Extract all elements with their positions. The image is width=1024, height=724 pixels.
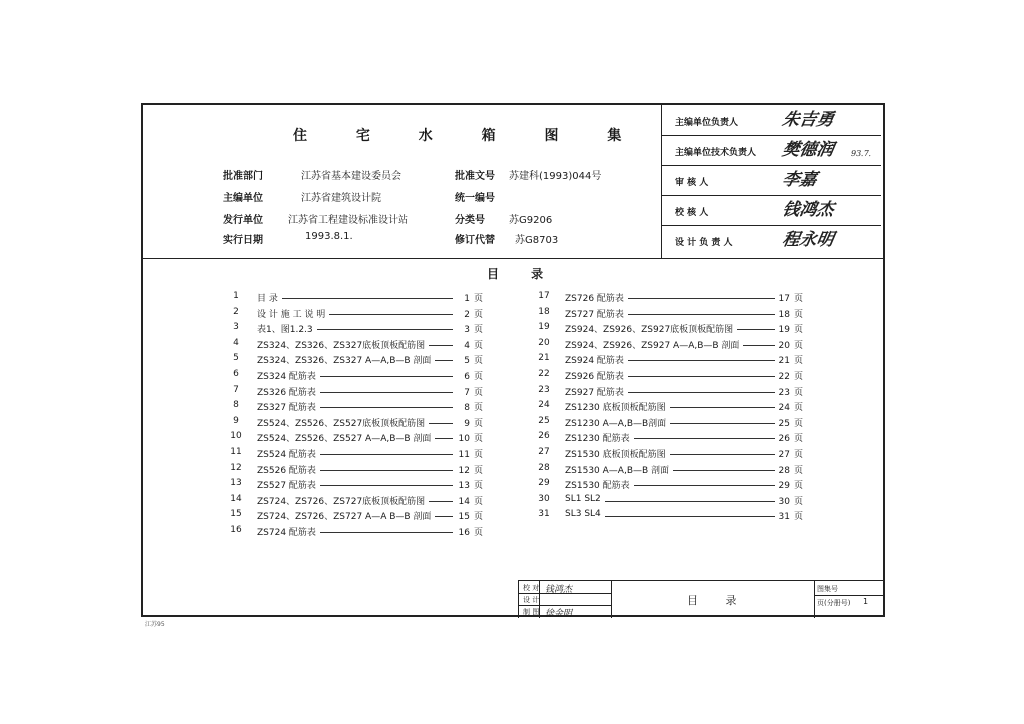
toc-text: ZS1530 A—A,B—B 剖面 xyxy=(565,465,670,476)
toc-item xyxy=(225,307,483,323)
toc-page xyxy=(449,509,483,522)
corner-note: 江苏95 xyxy=(145,621,165,628)
toc-page-suffix: 页 xyxy=(473,481,483,492)
toc-leader-line xyxy=(634,438,775,439)
toc-item xyxy=(533,416,803,432)
toc-text: ZS526 配筋表 xyxy=(257,465,316,476)
toc-item xyxy=(225,338,483,354)
toc-page xyxy=(769,385,803,398)
toc-page-suffix: 页 xyxy=(793,418,803,429)
toc-page-number: 24 xyxy=(778,403,790,414)
signature: 李嘉 xyxy=(780,170,819,190)
toc-page-suffix: 页 xyxy=(793,356,803,367)
header-info xyxy=(143,105,662,258)
toc-item xyxy=(225,400,483,416)
toc-number: 15 xyxy=(230,509,242,520)
toc-text: ZS924、ZS926、ZS927 A—A,B—B 剖面 xyxy=(565,340,740,351)
toc-page-suffix: 页 xyxy=(473,527,483,538)
toc-number: 24 xyxy=(538,400,550,411)
toc-item xyxy=(225,525,483,541)
toc-page xyxy=(449,463,483,476)
signature: 程永明 xyxy=(780,230,836,250)
toc-item xyxy=(533,291,803,307)
toc-page xyxy=(449,447,483,460)
toc-leader-line xyxy=(320,376,453,377)
tb-label: 制 图 xyxy=(523,608,540,616)
toc-page-number: 31 xyxy=(778,512,790,523)
toc-text: ZS524、ZS526、ZS527 A—A,B—B 剖面 xyxy=(257,434,432,445)
toc-page xyxy=(769,463,803,476)
toc-page xyxy=(769,494,803,507)
toc-item xyxy=(225,353,483,369)
toc-page xyxy=(449,353,483,366)
toc-page-suffix: 页 xyxy=(473,434,483,445)
page-no: 1 xyxy=(863,597,869,606)
toc-page xyxy=(769,447,803,460)
impl-date: 1993.8.1. xyxy=(305,231,353,242)
toc-page-suffix: 页 xyxy=(793,465,803,476)
set-no-label: 图集号 xyxy=(817,585,838,593)
toc-page-suffix: 页 xyxy=(793,403,803,414)
responsible-label: 审 核 人 xyxy=(675,178,709,188)
toc-page xyxy=(769,369,803,382)
toc-left-column xyxy=(225,291,483,541)
atlas-title: 住 宅 水 箱 图 集 xyxy=(293,128,644,144)
responsible-row xyxy=(661,195,881,226)
toc-leader-line xyxy=(282,298,453,299)
toc-item xyxy=(533,353,803,369)
toc-leader-line xyxy=(670,407,775,408)
toc-title: 目 录 xyxy=(487,267,558,281)
toc-page-number: 15 xyxy=(458,512,470,523)
toc-text: 设 计 施 工 说 明 xyxy=(257,309,326,320)
toc-text: ZS527 配筋表 xyxy=(257,481,316,492)
toc-item xyxy=(533,322,803,338)
toc-page-number: 3 xyxy=(464,325,470,336)
toc-page-suffix: 页 xyxy=(473,309,483,320)
toc-page-number: 9 xyxy=(464,418,470,429)
responsible-row xyxy=(661,225,881,258)
toc-text: ZS927 配筋表 xyxy=(565,387,624,398)
toc-page-suffix: 页 xyxy=(793,387,803,398)
toc-page-suffix: 页 xyxy=(793,481,803,492)
toc-number: 18 xyxy=(538,306,550,317)
toc-number: 4 xyxy=(233,337,239,348)
toc-item xyxy=(533,463,803,479)
toc-page xyxy=(769,478,803,491)
toc-number: 10 xyxy=(230,431,242,442)
toc-page-suffix: 页 xyxy=(473,294,483,304)
toc-page-suffix: 页 xyxy=(793,434,803,445)
header-block xyxy=(143,105,883,259)
drawing-sheet xyxy=(141,103,885,617)
signature: 朱吉勇 xyxy=(780,110,836,130)
toc-number: 11 xyxy=(230,446,242,457)
signature: 钱鸿杰 xyxy=(780,200,836,220)
toc-leader-line xyxy=(320,485,453,486)
replaces-label: 修订代替 xyxy=(455,235,495,246)
title-block xyxy=(518,580,884,618)
toc-text: ZS724 配筋表 xyxy=(257,527,316,538)
toc-leader-line xyxy=(320,454,453,455)
responsible-row xyxy=(661,105,881,136)
toc-leader-line xyxy=(628,376,775,377)
tb-signature: 徐金明 xyxy=(545,609,573,619)
toc-item xyxy=(533,447,803,463)
toc-number: 7 xyxy=(233,384,239,395)
toc-page-number: 30 xyxy=(778,496,790,507)
toc-page xyxy=(449,322,483,335)
toc-text: ZS324 配筋表 xyxy=(257,371,316,382)
toc-text: ZS324、ZS326、ZS327 A—A,B—B 剖面 xyxy=(257,356,432,367)
toc-item xyxy=(533,338,803,354)
class-no-label: 分类号 xyxy=(455,215,485,226)
toc-leader-line xyxy=(628,298,775,299)
toc-page-suffix: 页 xyxy=(793,325,803,336)
toc-page-suffix: 页 xyxy=(473,465,483,476)
toc-number: 17 xyxy=(538,291,550,301)
toc-page xyxy=(769,338,803,351)
toc-item xyxy=(533,385,803,401)
toc-item xyxy=(225,447,483,463)
toc-item xyxy=(533,478,803,494)
toc-page-suffix: 页 xyxy=(793,496,803,507)
toc-number: 2 xyxy=(233,306,239,317)
toc-leader-line xyxy=(320,407,453,408)
toc-page-number: 19 xyxy=(778,325,790,336)
toc-page-number: 27 xyxy=(778,449,790,460)
replaces: 苏G8703 xyxy=(515,235,559,246)
toc-number: 14 xyxy=(230,493,242,504)
toc-page xyxy=(769,322,803,335)
page-label: 页(分册号) xyxy=(817,599,851,607)
toc-leader-line xyxy=(628,392,775,393)
toc-page xyxy=(769,400,803,413)
toc-number: 20 xyxy=(538,337,550,348)
toc-page xyxy=(769,416,803,429)
toc-text: ZS1230 配筋表 xyxy=(565,434,630,445)
toc-leader-line xyxy=(320,470,453,471)
toc-text: ZS727 配筋表 xyxy=(565,309,624,320)
toc-leader-line xyxy=(320,532,453,533)
toc-page xyxy=(449,291,483,304)
toc-text: ZS524、ZS526、ZS527底板顶板配筋图 xyxy=(257,418,426,429)
toc-item xyxy=(533,494,803,510)
toc-page-number: 14 xyxy=(458,496,470,507)
toc-number: 22 xyxy=(538,368,550,379)
toc-page-suffix: 页 xyxy=(793,371,803,382)
toc-page-number: 26 xyxy=(778,434,790,445)
signature: 樊德润 xyxy=(780,140,836,160)
toc-number: 30 xyxy=(538,493,550,504)
impl-date-label: 实行日期 xyxy=(223,235,263,246)
publisher: 江苏省工程建设标准设计站 xyxy=(288,215,408,226)
toc-item xyxy=(225,431,483,447)
toc-text: 表1、图1.2.3 xyxy=(257,325,313,336)
toc-page-number: 4 xyxy=(464,340,470,351)
toc-number: 27 xyxy=(538,446,550,457)
toc-page-number: 5 xyxy=(464,356,470,367)
toc-page-number: 8 xyxy=(464,403,470,414)
toc-text: ZS326 配筋表 xyxy=(257,387,316,398)
toc-page-suffix: 页 xyxy=(473,340,483,351)
toc-number: 8 xyxy=(233,400,239,411)
toc-number: 5 xyxy=(233,353,239,364)
toc-number: 6 xyxy=(233,368,239,379)
toc-page-suffix: 页 xyxy=(473,449,483,460)
toc-text: ZS327 配筋表 xyxy=(257,403,316,414)
toc-item xyxy=(225,291,483,307)
toc-text: ZS1230 A—A,B—B剖面 xyxy=(565,418,667,429)
toc-page-number: 22 xyxy=(778,371,790,382)
toc-page-number: 25 xyxy=(778,418,790,429)
toc-page xyxy=(769,509,803,522)
toc-page-number: 1 xyxy=(464,294,470,304)
toc-page-number: 17 xyxy=(778,294,790,304)
toc-page-number: 18 xyxy=(778,309,790,320)
toc-text: ZS524 配筋表 xyxy=(257,449,316,460)
toc-page-suffix: 页 xyxy=(473,356,483,367)
approval-dept-label: 批准部门 xyxy=(223,171,263,182)
responsible-row xyxy=(661,165,881,196)
toc-number: 16 xyxy=(230,524,242,535)
toc-page-number: 21 xyxy=(778,356,790,367)
toc-leader-line xyxy=(628,314,775,315)
responsible-label: 主编单位技术负责人 xyxy=(675,148,757,158)
toc-number: 28 xyxy=(538,462,550,473)
toc-page-number: 12 xyxy=(458,465,470,476)
class-no: 苏G9206 xyxy=(509,215,553,226)
toc-text: ZS924、ZS926、ZS927底板顶板配筋图 xyxy=(565,325,734,336)
toc-page-number: 2 xyxy=(464,309,470,320)
toc-item xyxy=(225,369,483,385)
tb-label: 校 对 xyxy=(523,584,540,592)
toc-page-number: 29 xyxy=(778,481,790,492)
toc-text: ZS1530 底板顶板配筋图 xyxy=(565,449,666,460)
toc-page xyxy=(769,431,803,444)
toc-right-column xyxy=(533,291,803,525)
signature-date: 93.7. xyxy=(850,149,873,158)
toc-leader-line xyxy=(317,329,453,330)
editor: 江苏省建筑设计院 xyxy=(301,193,381,204)
toc-page-number: 20 xyxy=(778,340,790,351)
toc-text: ZS926 配筋表 xyxy=(565,371,624,382)
toc-page xyxy=(769,291,803,304)
toc-item xyxy=(225,463,483,479)
toc-page-number: 11 xyxy=(458,449,470,460)
toc-number: 1 xyxy=(233,291,239,301)
toc-page xyxy=(769,307,803,320)
toc-page xyxy=(449,494,483,507)
toc-page xyxy=(449,416,483,429)
toc-page-suffix: 页 xyxy=(473,325,483,336)
toc-page-suffix: 页 xyxy=(793,294,803,304)
toc-page-number: 23 xyxy=(778,387,790,398)
toc-leader-line xyxy=(634,485,775,486)
toc-page-number: 10 xyxy=(458,434,470,445)
toc-text: 目 录 xyxy=(257,294,278,304)
toc-page xyxy=(449,385,483,398)
toc-page-number: 13 xyxy=(458,481,470,492)
toc-number: 21 xyxy=(538,353,550,364)
toc-item xyxy=(533,369,803,385)
toc-leader-line xyxy=(670,454,775,455)
toc-page-number: 16 xyxy=(458,527,470,538)
responsible-label: 主编单位负责人 xyxy=(675,118,739,128)
toc-page-suffix: 页 xyxy=(793,512,803,523)
toc-page xyxy=(449,431,483,444)
toc-page-suffix: 页 xyxy=(473,496,483,507)
toc-page-number: 28 xyxy=(778,465,790,476)
responsible-label: 校 核 人 xyxy=(675,208,709,218)
toc-leader-line xyxy=(320,392,453,393)
editor-label: 主编单位 xyxy=(223,193,263,204)
toc-leader-line xyxy=(605,501,775,502)
toc-text: ZS924 配筋表 xyxy=(565,356,624,367)
toc-number: 26 xyxy=(538,431,550,442)
toc-item xyxy=(225,478,483,494)
toc-item xyxy=(225,416,483,432)
toc-text: ZS726 配筋表 xyxy=(565,294,624,304)
toc-text: ZS324、ZS326、ZS327底板顶板配筋图 xyxy=(257,340,426,351)
toc-page-suffix: 页 xyxy=(793,449,803,460)
toc-item xyxy=(533,307,803,323)
toc-number: 25 xyxy=(538,415,550,426)
toc-text: SL3 SL4 xyxy=(565,509,601,520)
toc-item xyxy=(225,494,483,510)
toc-page-number: 7 xyxy=(464,387,470,398)
toc-page-suffix: 页 xyxy=(473,403,483,414)
toc-number: 19 xyxy=(538,322,550,333)
publisher-label: 发行单位 xyxy=(223,215,263,226)
toc-number: 13 xyxy=(230,478,242,489)
approval-doc: 苏建科(1993)044号 xyxy=(509,171,602,182)
tb-signature: 钱鸿杰 xyxy=(545,585,573,595)
toc-leader-line xyxy=(605,516,775,517)
toc-page-suffix: 页 xyxy=(793,340,803,351)
toc-leader-line xyxy=(673,470,775,471)
toc-number: 31 xyxy=(538,509,550,520)
toc-page-number: 6 xyxy=(464,371,470,382)
toc-page xyxy=(449,369,483,382)
approval-dept: 江苏省基本建设委员会 xyxy=(301,171,401,182)
toc-page xyxy=(449,525,483,538)
toc-page xyxy=(449,338,483,351)
toc-number: 23 xyxy=(538,384,550,395)
tb-label: 设 计 xyxy=(523,596,540,604)
responsible-row xyxy=(661,135,881,166)
toc-page xyxy=(769,353,803,366)
toc-item xyxy=(225,509,483,525)
toc-item xyxy=(225,322,483,338)
responsible-persons xyxy=(661,105,883,258)
toc-page xyxy=(449,400,483,413)
toc-item xyxy=(533,509,803,525)
toc-number: 9 xyxy=(233,415,239,426)
toc-item xyxy=(533,400,803,416)
toc-text: ZS1530 配筋表 xyxy=(565,481,630,492)
toc-text: SL1 SL2 xyxy=(565,493,601,504)
toc-leader-line xyxy=(329,314,453,315)
approval-doc-label: 批准文号 xyxy=(455,171,495,182)
drawing-name: 目 录 xyxy=(687,594,749,607)
toc-page-suffix: 页 xyxy=(473,387,483,398)
toc-page-suffix: 页 xyxy=(473,512,483,523)
toc-page xyxy=(449,478,483,491)
toc-item xyxy=(533,431,803,447)
toc-number: 3 xyxy=(233,322,239,333)
toc-leader-line xyxy=(670,423,775,424)
toc-page xyxy=(449,307,483,320)
toc-number: 29 xyxy=(538,478,550,489)
unified-no-label: 统一编号 xyxy=(455,193,495,204)
toc-page-suffix: 页 xyxy=(473,418,483,429)
toc-text: ZS1230 底板顶板配筋图 xyxy=(565,403,666,414)
toc-text: ZS724、ZS726、ZS727底板顶板配筋图 xyxy=(257,496,426,507)
toc-page-suffix: 页 xyxy=(793,309,803,320)
toc-number: 12 xyxy=(230,462,242,473)
toc-page-suffix: 页 xyxy=(473,371,483,382)
toc-item xyxy=(225,385,483,401)
toc-leader-line xyxy=(628,360,775,361)
responsible-label: 设 计 负 责 人 xyxy=(675,238,733,248)
toc-text: ZS724、ZS726、ZS727 A—A B—B 剖面 xyxy=(257,512,432,523)
